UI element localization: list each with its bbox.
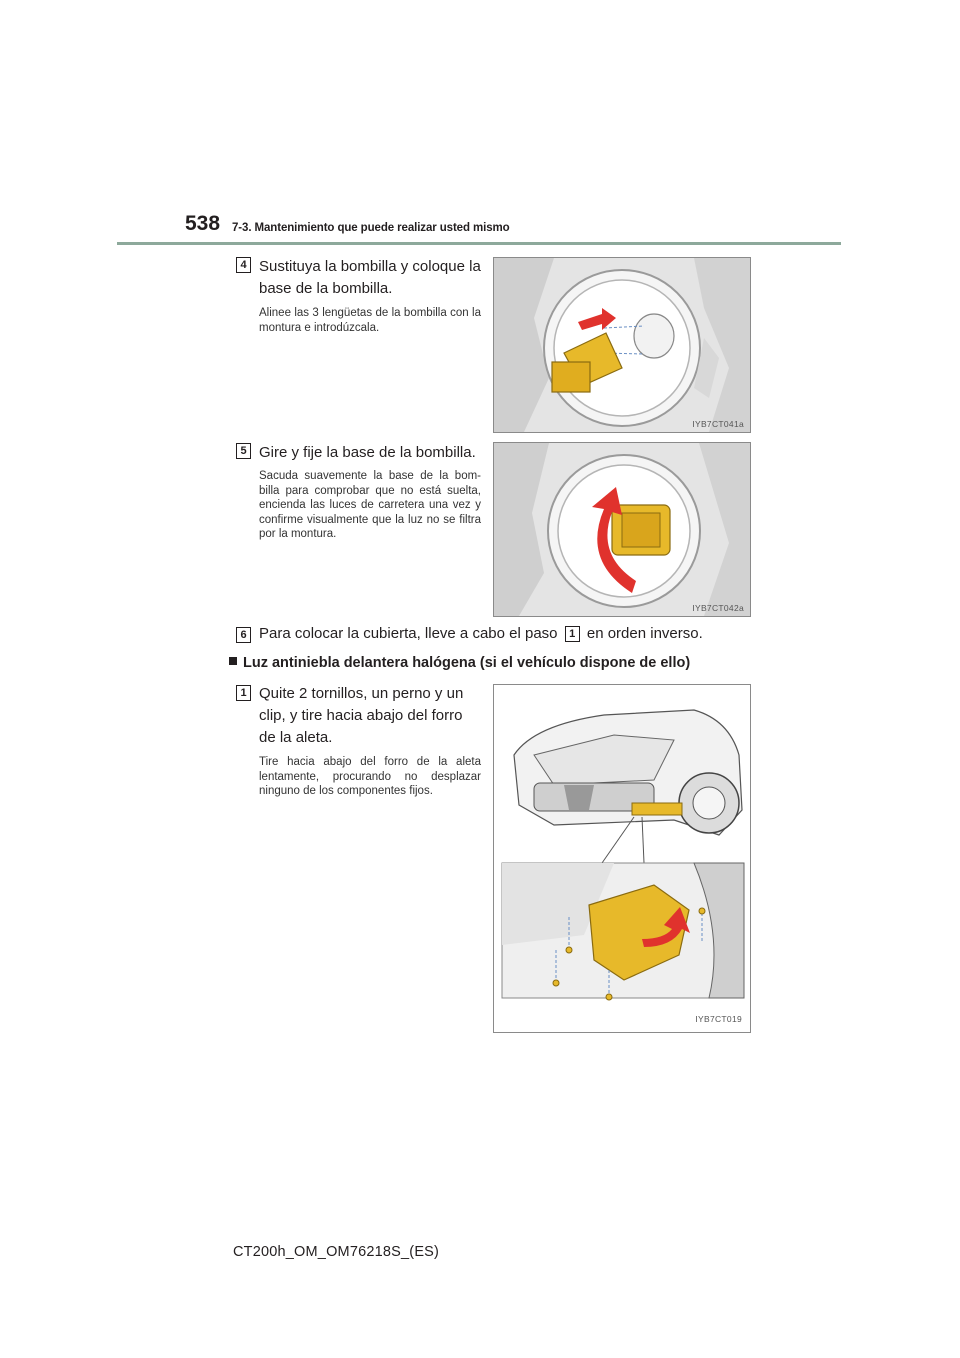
step-5-note: Sacuda suavemente la base de la bom-billa para comprobar que no está suelta, encienda las luces de carretera una vez y confirme visualmente que la luz no se filtra por la montura. [259, 470, 481, 540]
step-ref-1: 1 [565, 626, 580, 642]
figure-id-1: IYB7CT041a [692, 419, 744, 429]
step-4-note: Alinee las 3 lengüetas de la bombilla con la montura e introdúzcala. [259, 307, 481, 334]
step-6-text [259, 623, 779, 645]
step-5-text: Gire y fije la base de la bombilla. [259, 444, 476, 461]
section-title: 7-3. Mantenimiento que puede realizar usted mismo [232, 222, 510, 234]
step-4-text: Sustituya la bombilla y coloque la base de la bombilla. [259, 258, 481, 297]
figure-id-2: IYB7CT042a [692, 603, 744, 613]
step-6-text-before: Para colocar la cubierta, lleve a cabo el paso [259, 625, 562, 642]
figure-bulb-install [493, 257, 751, 433]
step-number-4: 4 [236, 257, 251, 273]
step-number-5: 5 [236, 443, 251, 459]
subsection-heading [229, 655, 690, 671]
subsection-title: Luz antiniebla delantera halógena (si el vehículo dispone de ello) [243, 655, 691, 671]
fog-step-1-note: Tire hacia abajo del forro de la aleta lentamente, procurando no desplazar ninguno de los componentes fijos. [259, 756, 481, 797]
document-code: CT200h_OM_OM76218S_(ES) [233, 1244, 440, 1260]
fog-step-number-1: 1 [236, 685, 251, 701]
step-6-text-after: en orden inverso. [582, 625, 703, 642]
figure-fender-liner [493, 684, 751, 1033]
fog-step-1-text: Quite 2 tornillos, un perno y un clip, y tire hacia abajo del forro de la aleta. [259, 685, 464, 746]
square-bullet-icon [229, 657, 237, 665]
header-rule [117, 242, 841, 245]
page-number: 538 [185, 212, 221, 235]
figure-id-3: IYB7CT019 [695, 1014, 742, 1024]
figure-bulb-rotate [493, 442, 751, 617]
step-number-6: 6 [236, 627, 251, 643]
